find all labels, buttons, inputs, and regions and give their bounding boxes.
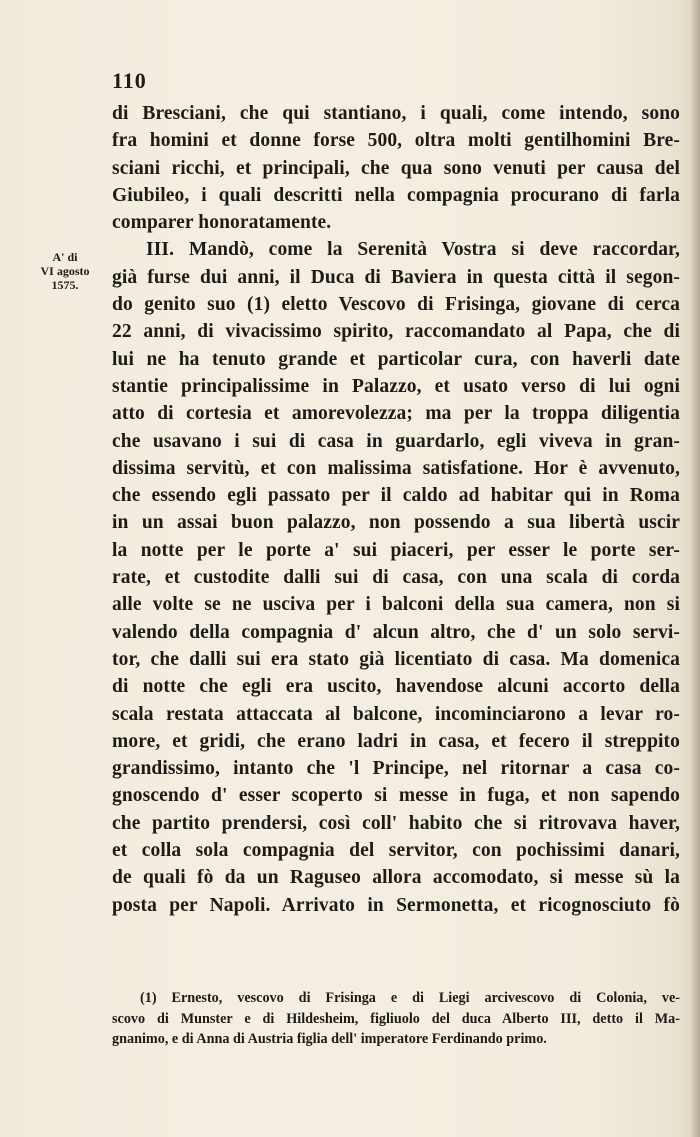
body-line: che usavano i sui di casa in guardarlo, egli viveva in gran- [112,430,680,452]
margin-date-note [30,250,100,292]
body-line: Giubileo, i quali descritti nella compagnia procurano di farla [112,184,680,206]
body-line: stantie principalissime in Palazzo, et usato verso di lui ogni [112,375,680,397]
body-line: more, et gridi, che erano ladri in casa, et fecero il streppito [112,730,680,752]
body-line: de quali fò da un Raguseo allora accomodato, si messe sù la [112,867,680,889]
body-line: gnoscendo d' esser scoperto si messe in fuga, et non sapendo [112,785,680,807]
footnote-line: scovo di Munster e di Hildesheim, figliuolo del duca Alberto III, detto il Ma- [112,1010,680,1027]
body-line: già furse dui anni, il Duca di Baviera in questa città il segon- [112,266,680,288]
footnote-line: (1) Ernesto, vescovo di Frisinga e di Liegi arcivescovo di Colonia, ve- [140,990,680,1006]
body-line: do genito suo (1) eletto Vescovo di Frisinga, giovane di cerca [112,294,680,316]
body-line: di notte che egli era uscito, havendose alcuni accorto della [112,676,680,698]
body-line: valendo della compagnia d' alcun altro, che d' un solo servi- [112,621,680,643]
body-line: che essendo egli passato per il caldo ad habitar qui in Roma [112,485,680,507]
body-line: lui ne ha tenuto grande et particolar cura, con haverli date [112,348,680,370]
body-line: comparer honoratamente. [112,212,332,234]
body-line: tor, che dalli sui era stato già licentiato di casa. Ma domenica [112,648,680,670]
body-line: alle volte se ne usciva per i balconi della sua camera, non si [112,594,680,616]
body-line: sciani ricchi, et principali, che qua sono venuti per causa del [112,157,680,179]
body-line: atto di cortesia et amorevolezza; ma per la troppa diligentia [112,403,680,425]
body-line: in un assai buon palazzo, non possendo a sua libertà uscir [112,512,680,534]
body-line: grandissimo, intanto che 'l Principe, nel ritornar a casa co- [112,758,680,780]
body-line: la notte per le porte a' sui piaceri, per esser le porte ser- [112,539,680,561]
margin-note-line: VI agosto [40,264,90,278]
body-line: di Bresciani, che qui stantiano, i quali, come intendo, sono [112,103,680,124]
body-line: scala restata attaccata al balcone, incominciarono a levar ro- [112,703,680,725]
body-line: rate, et custodite dalli sui di casa, con una scala di corda [112,567,680,589]
page-edge-shadow [690,0,700,1137]
body-line: che partito prendersi, così coll' habito che si ritrovava haver, [112,812,680,834]
body-line: fra homini et donne forse 500, oltra molti gentilhomini Bre- [112,130,680,152]
body-line: dissima servitù, et con malissima satisfatione. Hor è avvenuto, [112,457,680,479]
footnote-line: gnanimo, e di Anna di Austria figlia dell' imperatore Ferdinando primo. [112,1031,547,1047]
body-line: 22 anni, di vivacissimo spirito, raccomandato al Papa, che di [112,321,680,343]
body-line: posta per Napoli. Arrivato in Sermonetta, et ricognosciuto fò [112,894,680,916]
body-text [112,100,680,919]
body-line: et colla sola compagnia del servitor, con pochissimi danari, [112,840,680,862]
margin-note-line: A' di [52,250,78,264]
body-line: III. Mandò, come la Serenità Vostra si deve raccordar, [146,239,680,261]
page-number: 110 [112,68,147,93]
margin-note-line: 1575. [51,278,79,292]
footnote [112,988,680,1050]
